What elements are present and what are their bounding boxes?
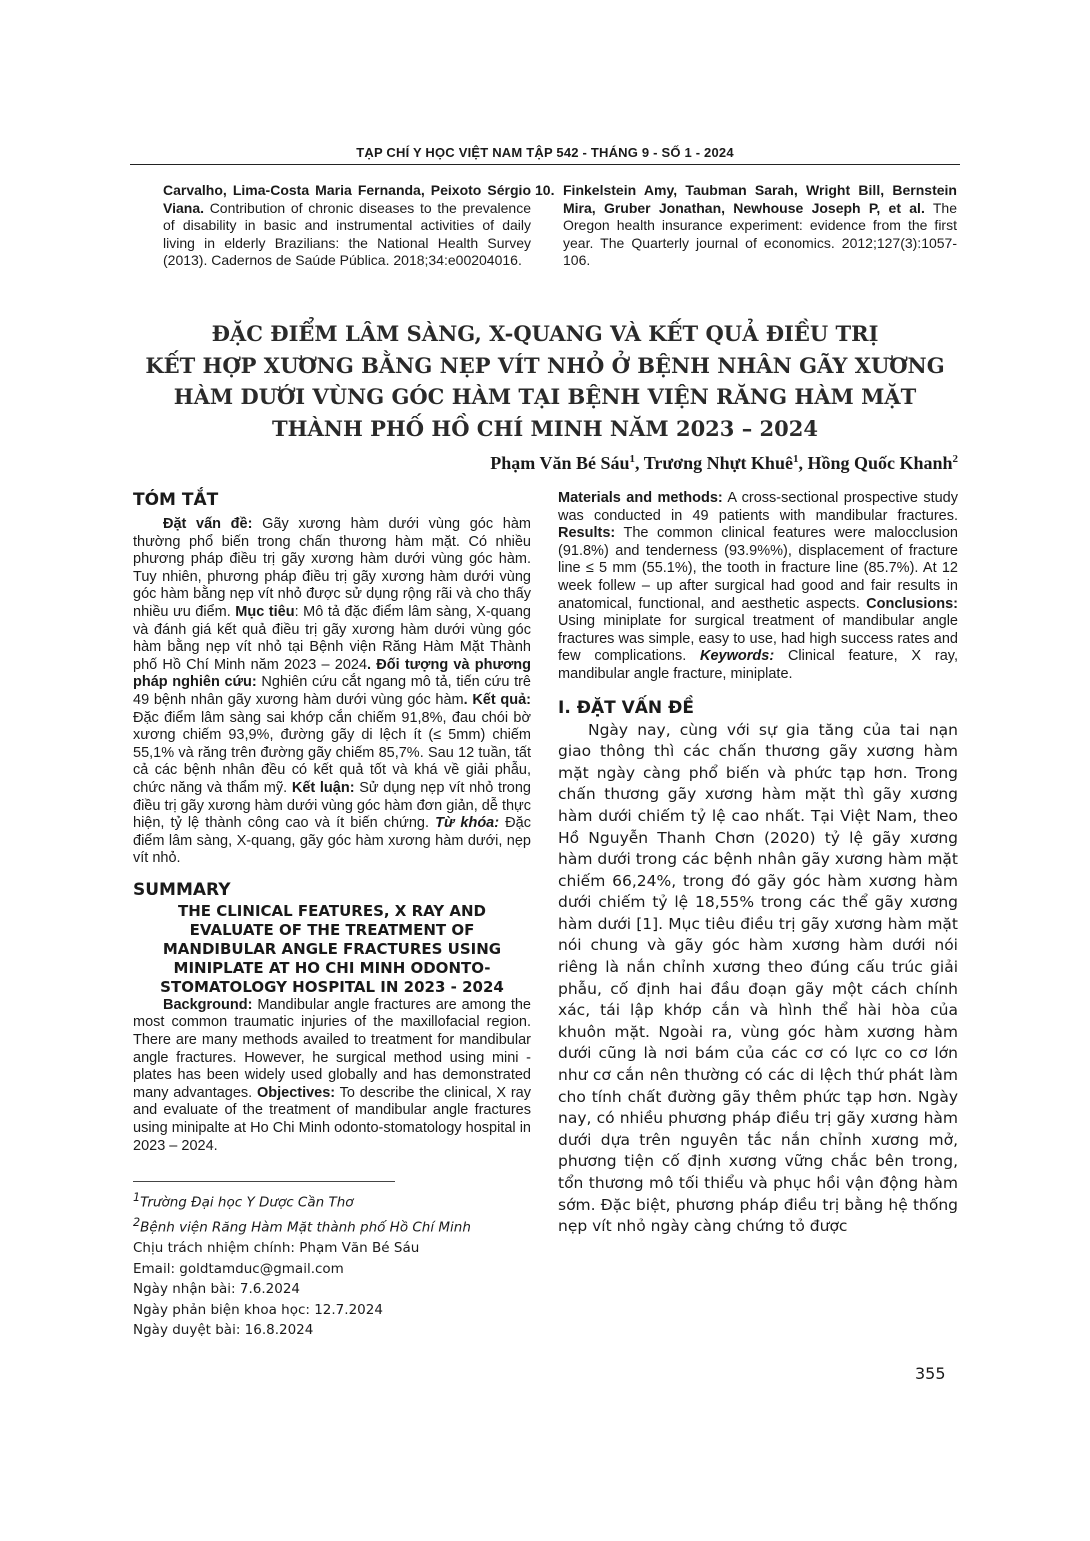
date-accepted: Ngày duyệt bài: 16.8.2024 [133,1322,314,1338]
title-line: KẾT HỢP XƯƠNG BẰNG NẸP VÍT NHỎ Ở BỆNH NHÂN GÃY XƯƠNG [145,352,945,378]
affiliation-2: $^2$Bệnh viện Răng Hàm Mặt thành phố Hồ Chí Minh [133,1216,471,1236]
summary-title: THE CLINICAL FEATURES, X RAY AND EVALUATE OF THE TREATMENT OF MANDIBULAR ANGLE FRACTURES USING MINIPLATE AT HO CHI MINH ODONTO- STOMATOLOGY HOSPITAL IN 2023 - 2024 [160,901,504,996]
section-heading-tom-tat: TÓM TẮT [133,490,219,510]
affiliation-mark: 2 [952,453,958,465]
affiliation-mark: 1 [629,453,635,465]
email: Email: goldtamduc@gmail.com [133,1260,344,1277]
reference-authors: Finkelstein Amy, Taubman Sarah, Wright Bill, Bernstein Mira, Gruber Jonathan, Newhouse Joseph P, et al. [563,182,957,216]
reference-10 [535,182,957,270]
article-title [130,318,960,444]
footnote-rule [133,1181,395,1182]
section-heading-summary: SUMMARY [133,879,231,900]
abstract-english-part2: Materials and methods: A cross-sectional prospective study was conducted in 49 patients with mandibular fractures. Results: The common clinical features were malocclusion (91.8%) and tenderness (93.9%%), displacement of fracture line ≤ 5 mm (55.1%), the tooth in fracture line (85.7%). At 12 week follew – up after surgical had good and fair results in anatomical, functional, and aesthetic aspects. Conclusions: Using miniplate for surgical treatment of mandibular angle fractures was simple, easy to use, had high success rates and few complications. Keywords: Clinical feature, X ray, mandibular angle fracture, miniplate. [558,490,958,682]
abstract-vietnamese: Đặt vấn đề: Gãy xương hàm dưới vùng góc hàm thường phổ biến trong chấn thương hàm mặt. Có nhiều phương pháp điều trị gãy xương hàm dưới vùng góc hàm. Tuy nhiên, phương pháp điều trị gãy xương hàm dưới vùng góc hàm bằng nẹp vít nhỏ được sử dụng rộng rãi và cho thấy nhiều ưu điểm. Mục tiêu: Mô tả đặc điểm lâm sàng, X-quang và đánh giá kết quả điều trị gãy xương hàm dưới vùng góc hàm bằng nẹp vít nhỏ tại Bệnh viện Răng Hàm Mặt Thành phố Hồ Chí Minh năm 2023 – 2024. Đối tượng và phương pháp nghiên cứu: Nghiên cứu cắt ngang mô tả, tiến cứu trê 49 bệnh nhân gãy xương hàm dưới vùng góc hàm. Kết quả: Đặc điểm lâm sàng sai khớp cắn chiếm 91,8%, đau chói bờ xương chiếm 93,9%, đường gãy di lệch ít (≤ 5mm) chiếm 55,1% và răng trên đường gãy chiếm 85,7%. Sau 12 tuần, tất cả các bệnh nhân đều có kết quả tốt và khá về giải phẫu, chức năng và thẩm mỹ. Kết luận: Sử dụng nẹp vít nhỏ trong điều trị gãy xương hàm dưới vùng góc hàm đơn giản, dễ thực hiện, tỷ lệ thành công cao và ít biến chứng. Từ khóa: Đặc điểm lâm sàng, X-quang, gãy góc hàm xương hàm dưới, nẹp vít nhỏ. [133,516,531,867]
running-head: TẠP CHÍ Y HỌC VIỆT NAM TẬP 542 - THÁNG 9 - SỐ 1 - 2024 [356,145,734,160]
reference-text: The Oregon health insurance experiment: evidence from the first year. The Quarterly journal of economics. 2012;127(3):1057-106. [563,199,957,268]
affiliation-mark: 1 [792,453,799,465]
author-name: Hồng Quốc Khanh [807,453,953,473]
corresponding-author: Chịu trách nhiệm chính: Phạm Văn Bé Sáu [133,1240,420,1256]
date-received: Ngày nhận bài: 7.6.2024 [133,1281,301,1297]
author-name: Phạm Văn Bé Sáu [490,453,630,473]
affiliation-1: $^1$Trường Đại học Y Dược Cần Thơ [133,1191,354,1211]
abstract-english-part1: Background: Mandibular angle fractures are among the most common traumatic injuries of the maxillofacial region. There are many methods availed to treatment for mandibular angle fractures. However, he surgical method using mini - plates has been widely used globally and has demonstrated many advantages. Objectives: To describe the clinical, X ray and evaluate of the treatment of mandibular angle fractures using minipalte at Ho Chi Minh odonto-stomatology hospital in 2023 – 2024. [133,996,531,1154]
title-line: THÀNH PHỐ HỒ CHÍ MINH NĂM 2023 – 2024 [272,415,818,441]
section-heading-intro: I. ĐẶT VẤN ĐỀ [558,697,694,718]
footnotes [133,1188,531,1341]
author-list: Phạm Văn Bé Sáu$^1$, Trương Nhựt Khuê$^1$, Hồng Quốc Khanh$^2$ [490,453,958,473]
page-number: 355 [915,1364,946,1383]
reference-authors: Carvalho, Lima-Costa Maria Fernanda, Peixoto Sérgio Viana. [163,182,531,216]
reference-number: 10. [535,182,555,198]
left-column [133,490,531,1154]
intro-paragraph: Ngày nay, cùng với sự gia tăng của tai nạn giao thông thì các chấn thương gãy xương hàm mặt ngày càng phổ biến và phức tạp hơn. Trong chấn thương gãy xương hàm mặt thì gãy xương hàm dưới chiếm tỷ lệ cao nhất. Tại Việt Nam, theo Hồ Nguyễn Thanh Chơn (2020) tỷ lệ gãy xương hàm dưới trong các bệnh nhân gãy xương hàm mặt chiếm 66,24%, trong đó gãy góc hàm xương hàm dưới chiếm tỷ lệ 18,55% trong các thể gãy xương hàm dưới [1]. Mục tiêu điều trị gãy xương hàm mặt nói chung và gãy góc hàm xương hàm dưới nói riêng là nắn chỉnh xương theo đúng cấu trúc giải phẫu, cố định hai đầu đoạn gãy một cách chính xác, tái lập khớp cắn và hình thể hài hòa của khuôn mặt. Ngoài ra, vùng góc hàm xương hàm dưới cũng là nơi bám của các cơ có lực co cơ lớn như cơ cắn nên thường có các di lệch thứ phát làm cho tính chất đường gãy thêm phức tạp hơn. Ngày nay, có nhiều phương pháp điều trị gãy xương hàm dưới dựa trên nguyên tắc nắn chỉnh xương mở, phương tiện cố định xương vững chắc bên trong, tổn thương mô tối thiểu và phục hồi vận động hàm sớm. Đặc biệt, phương pháp điều trị bằng hệ thống nẹp vít nhỏ ngày càng chứng tỏ được [558,720,958,1236]
reference-9-continued [163,182,531,270]
header-rule [130,164,960,165]
right-column [558,490,958,1238]
date-reviewed: Ngày phản biện khoa học: 12.7.2024 [133,1301,383,1318]
title-line: HÀM DƯỚI VÙNG GÓC HÀM TẠI BỆNH VIỆN RĂNG HÀM MẶT [173,384,917,409]
reference-text: Contribution of chronic diseases to the prevalence of disability in basic and instrumental activities of daily living in elderly Brazilians: the National Health Survey (2013). Cadernos de Saúde Pública. 2018;34:e00204016. [163,199,531,268]
title-line: ĐẶC ĐIỂM LÂM SÀNG, X-QUANG VÀ KẾT QUẢ ĐIỀU TRỊ [211,321,879,346]
author-name: Trương Nhựt Khuê [643,453,793,473]
